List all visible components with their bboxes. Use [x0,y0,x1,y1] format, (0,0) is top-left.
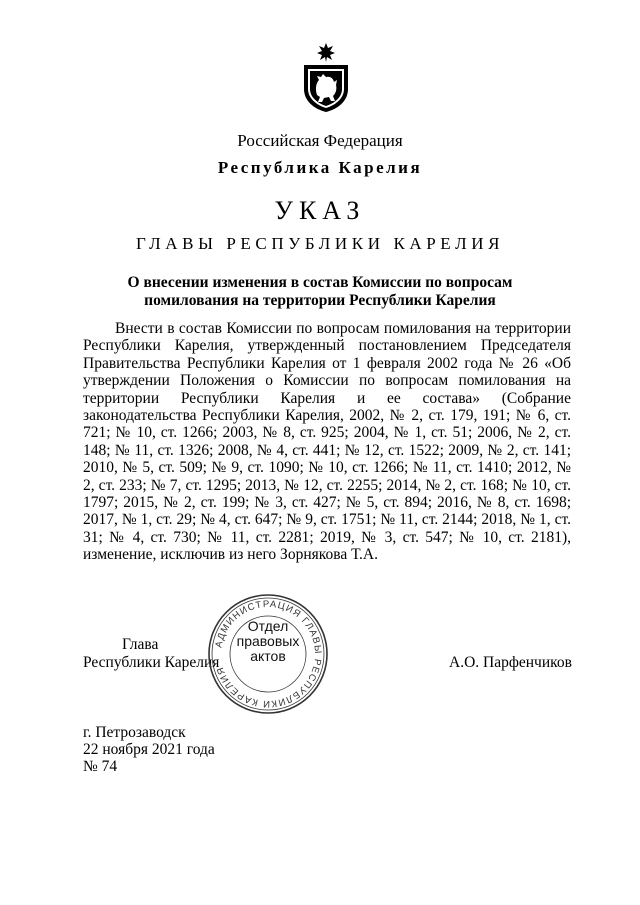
document-subject [0,274,640,310]
document-type: УКАЗ [274,196,366,225]
document-number: № 74 [83,758,118,775]
issue-date: 22 ноября 2021 года [83,741,215,758]
signatory-title-2: Республики Карелия [83,654,220,671]
official-stamp [206,592,330,716]
signatory-name: А.О. Парфенчиков [449,654,572,671]
subject-line-1: О внесении изменения в состав Комиссии по вопросам [127,274,513,291]
republic-name: Республика Карелия [217,158,423,177]
issue-city: г. Петрозаводск [83,724,186,741]
stamp-line-1: Отдел [247,618,289,634]
stamp-center-text [206,619,330,664]
stamp-line-2: правовых [236,633,300,649]
subject-line-2: помилования на территории Республики Карелия [144,292,496,309]
stamp-ring-text: АДМИНИСТРАЦИЯ ГЛАВЫ РЕСПУБЛИКИ КАРЕЛИЯ [213,598,324,710]
country-name: Российская Федерация [237,131,403,150]
document-body: Внести в состав Комиссии по вопросам помилования на территории Республики Карелия, утвержденный постановлением Председателя Правительства Республики Карелия от 1 февраля 2002 года № 26 «Об утверждении Положения о Комиссии по вопросам помилования на территории Республики Карелия и ее состава» (Собрание законодательства Республики Карелия, 2002, № 2, ст. 179, 191; № 6, ст. 721; № 10, ст. 1266; 2003, № 8, ст. 925; 2004, № 1, ст. 51; 2006, № 2, ст. 148; № 11, ст. 1326; 2008, № 4, ст. 441; № 12, ст. 1522; 2009, № 2, ст. 141; 2010, № 5, ст. 509; № 9, ст. 1090; № 10, ст. 1266; № 11, ст. 1410; 2012, № 2, ст. 233; № 7, ст. 1295; 2013, № 12, ст. 2255; 2014, № 2, ст. 168; № 10, ст. 1797; 2015, № 2, ст. 199; № 3, ст. 427; № 5, ст. 894; 2016, № 8, ст. 1698; 2017, № 1, ст. 29; № 4, ст. 647; № 9, ст. 1751; № 11, ст. 2144; 2018, № 1, ст. 31; № 4, ст. 730; № 11, ст. 2281; 2019, № 3, ст. 547; № 10, ст. 2181), изменение, исключив из него Зорнякова Т.А. [83,320,571,564]
issuer: ГЛАВЫ РЕСПУБЛИКИ КАРЕЛИЯ [135,234,505,253]
signatory-title-1: Глава [122,636,159,653]
stamp-line-3: актов [250,648,286,664]
coat-of-arms-icon [300,43,352,113]
